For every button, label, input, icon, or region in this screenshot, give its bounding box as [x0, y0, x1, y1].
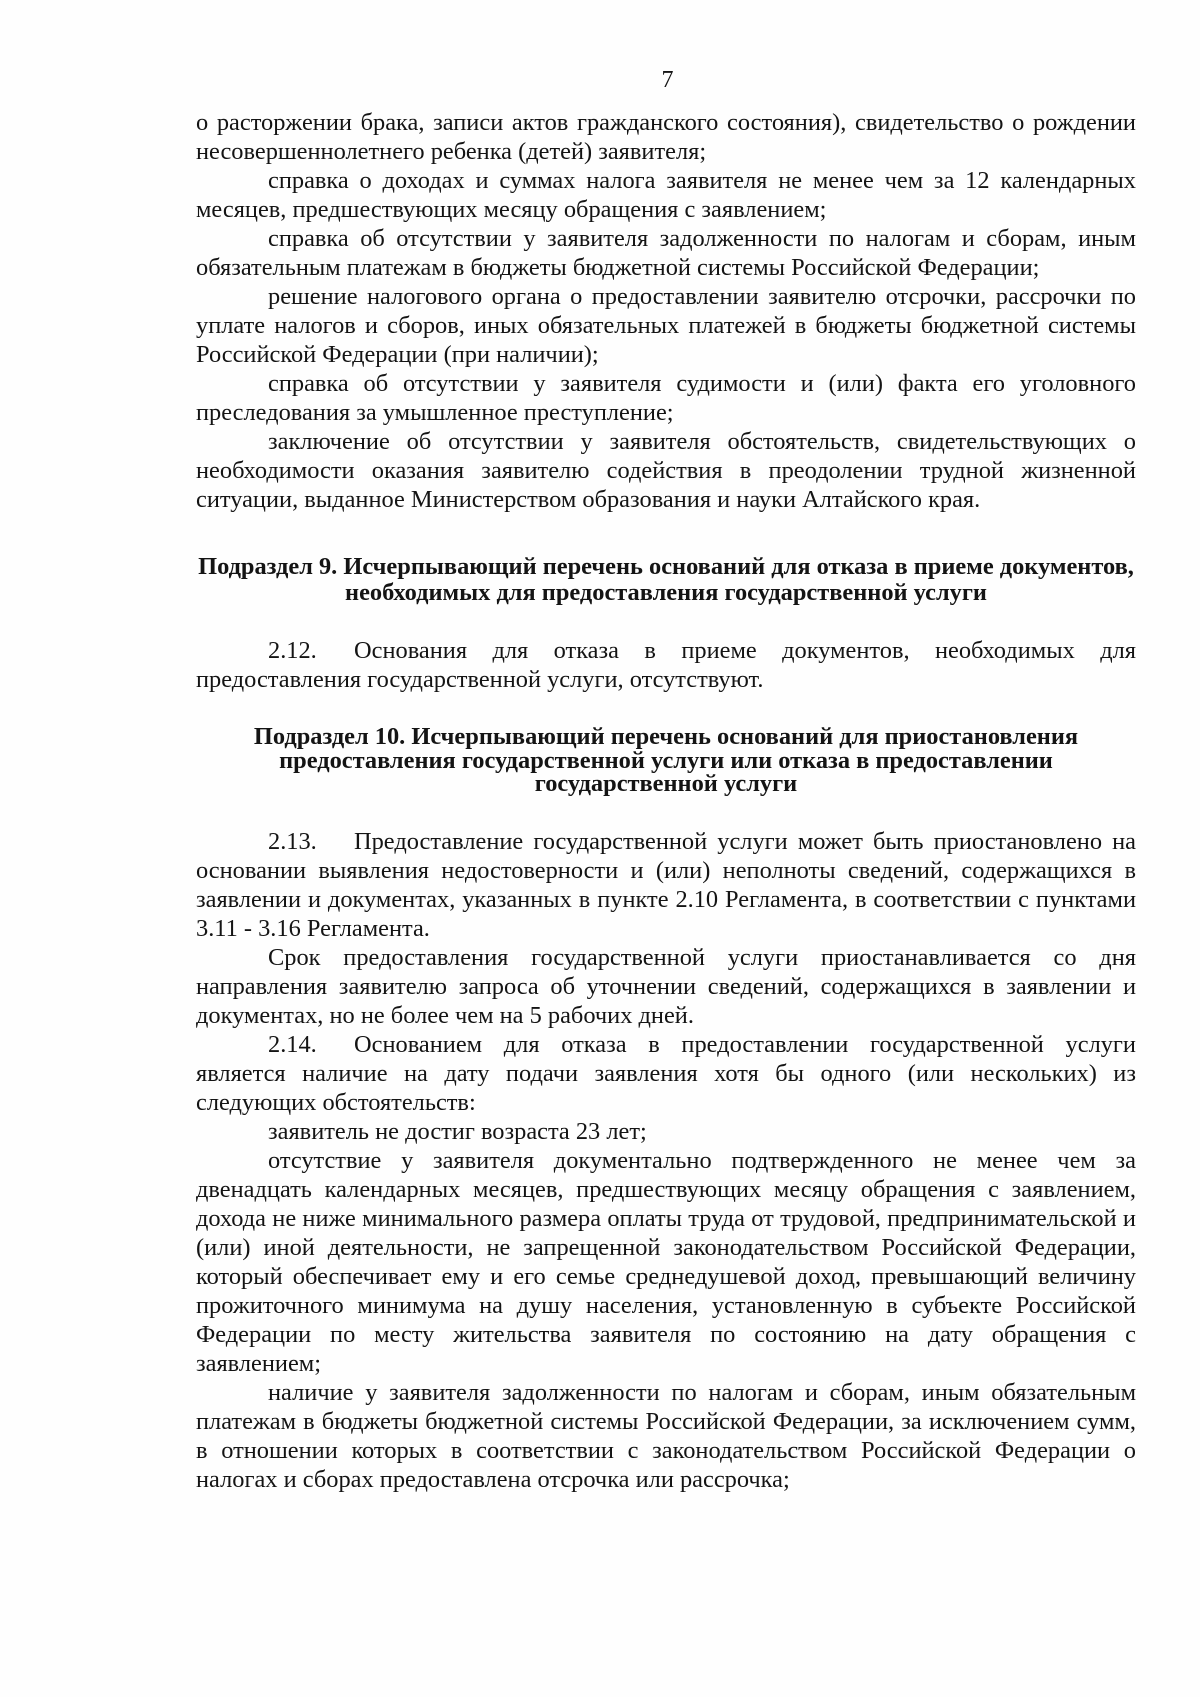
list-item-age-ground: заявитель не достиг возраста 23 лет; [268, 1117, 647, 1145]
list-item-tax-deferral-decision: решение налогового органа о предоставлении заявителю отсрочки, рассрочки по уплате налогов и сборов, иных обязательных платежей в бюджеты бюджетной системы Российской Федерации (при наличии); [196, 283, 1136, 368]
list-item-no-criminal-record-certificate: справка об отсутствии у заявителя судимости и (или) факта его уголовного преследования за умышленное преступление; [196, 370, 1136, 426]
clause-2-12 [196, 636, 1136, 694]
clause-text: Основания для отказа в приеме документов, необходимых для предоставления государственной услуги, отсутствуют. [196, 637, 1136, 693]
list-item-income-ground: отсутствие у заявителя документально подтвержденного не менее чем за двенадцать календарных месяцев, предшествующих месяцу обращения с заявлением, дохода не ниже минимального размера оплаты труда от трудовой, предпринимательской и (или) иной деятельности, не запрещенной законодательством Российской Федерации, который обеспечивает ему и его семье среднедушевой доход, превышающий величину прожиточного минимума на душу населения, установленную в субъекте Российской Федерации по месту жительства заявителя по состоянию на дату обращения с заявлением; [196, 1146, 1136, 1377]
clause-2-13 [196, 827, 1136, 943]
list-item-ministry-conclusion: заключение об отсутствии у заявителя обстоятельств, свидетельствующих о необходимости оказания заявителю содействия в преодолении трудной жизненной ситуации, выданное Министерством образования и науки Алтайского края. [196, 428, 1136, 513]
clause-number: 2.13. [268, 827, 317, 855]
page-number: 7 [661, 67, 674, 93]
section-9-heading: Подраздел 9. Исчерпывающий перечень оснований для отказа в приеме документов, необходимых для предоставления государственной услуги [198, 553, 1134, 606]
clause-2-14 [196, 1030, 1136, 1117]
clause-number: 2.12. [268, 637, 317, 664]
document-body [196, 108, 1136, 1494]
list-item-income-certificate: справка о доходах и суммах налога заявителя не менее чем за 12 календарных месяцев, предшествующих месяцу обращения с заявлением; [196, 167, 1136, 223]
list-item-tax-debt-ground: наличие у заявителя задолженности по налогам и сборам, иным обязательным платежам в бюджеты бюджетной системы Российской Федерации, за исключением сумм, в отношении которых в соответствии с законодательством Российской Федерации о налогах и сборах предоставлена отсрочка или рассрочка; [196, 1378, 1136, 1493]
clause-text: Основанием для отказа в предоставлении государственной услуги является наличие на дату подачи заявления хотя бы одного (или нескольких) из следующих обстоятельств: [196, 1030, 1136, 1116]
clause-number: 2.14. [268, 1030, 317, 1058]
paragraph-suspension-term: Срок предоставления государственной услуги приостанавливается со дня направления заявителю запроса об уточнении сведений, содержащихся в заявлении и документах, но не более чем на 5 рабочих дней. [196, 943, 1136, 1029]
paragraph-continuation: о расторжении брака, записи актов гражданского состояния), свидетельство о рождении несовершеннолетнего ребенка (детей) заявителя; [196, 109, 1136, 165]
clause-text: Предоставление государственной услуги может быть приостановлено на основании выявления недостоверности и (или) неполноты сведений, содержащихся в заявлении и документах, указанных в пункте 2.10 Регламента, в соответствии с пунктами 3.11 - 3.16 Регламента. [196, 827, 1136, 942]
list-item-no-tax-debt-certificate: справка об отсутствии у заявителя задолженности по налогам и сборам, иным обязательным платежам в бюджеты бюджетной системы Российской Федерации; [196, 225, 1136, 281]
section-10-heading: Подраздел 10. Исчерпывающий перечень оснований для приостановления предоставления государственной услуги или отказа в предоставлении государственной услуги [253, 723, 1079, 797]
